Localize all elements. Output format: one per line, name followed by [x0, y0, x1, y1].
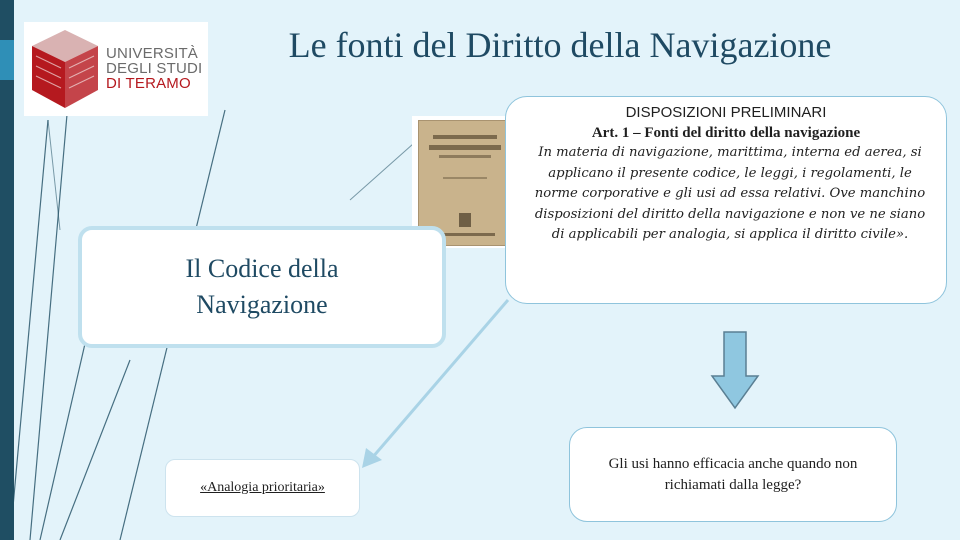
analogia-box [165, 459, 360, 517]
usi-question-box [569, 427, 897, 522]
university-crest-icon [30, 28, 100, 110]
article-subheading: Art. 1 – Fonti del diritto della navigazione [591, 125, 861, 141]
page-title: Le fonti del Diritto della Navigazione [288, 25, 832, 65]
logo-line-2: DEGLI STUDI [106, 60, 203, 77]
logo-line-3: DI TERAMO [106, 75, 191, 92]
codice-navigazione-box [78, 226, 446, 348]
article-body: In materia di navigazione, marittima, interna ed aerea, si applicano il presente codice, le leggi, i regolamenti, le norme corporative e gli usi ad essa relativi. Ove manchino disposizioni del diritto della navigazione e non ve ne siano di applicabili per analogia, si applica il diritto civile». [534, 145, 926, 243]
university-logo [24, 22, 208, 116]
logo-wordmark [106, 46, 206, 91]
down-arrow-icon [710, 330, 760, 410]
logo-line-1: UNIVERSITÀ [106, 45, 199, 62]
article-1-box [505, 96, 947, 304]
article-heading: DISPOSIZIONI PRELIMINARI [625, 104, 827, 121]
usi-question-text: Gli usi hanno efficacia anche quando non richiamati dalla legge? [608, 455, 858, 493]
analogia-text: «Analogia prioritaria» [200, 480, 325, 495]
codice-navigazione-label: Il Codice della Navigazione [185, 254, 339, 319]
